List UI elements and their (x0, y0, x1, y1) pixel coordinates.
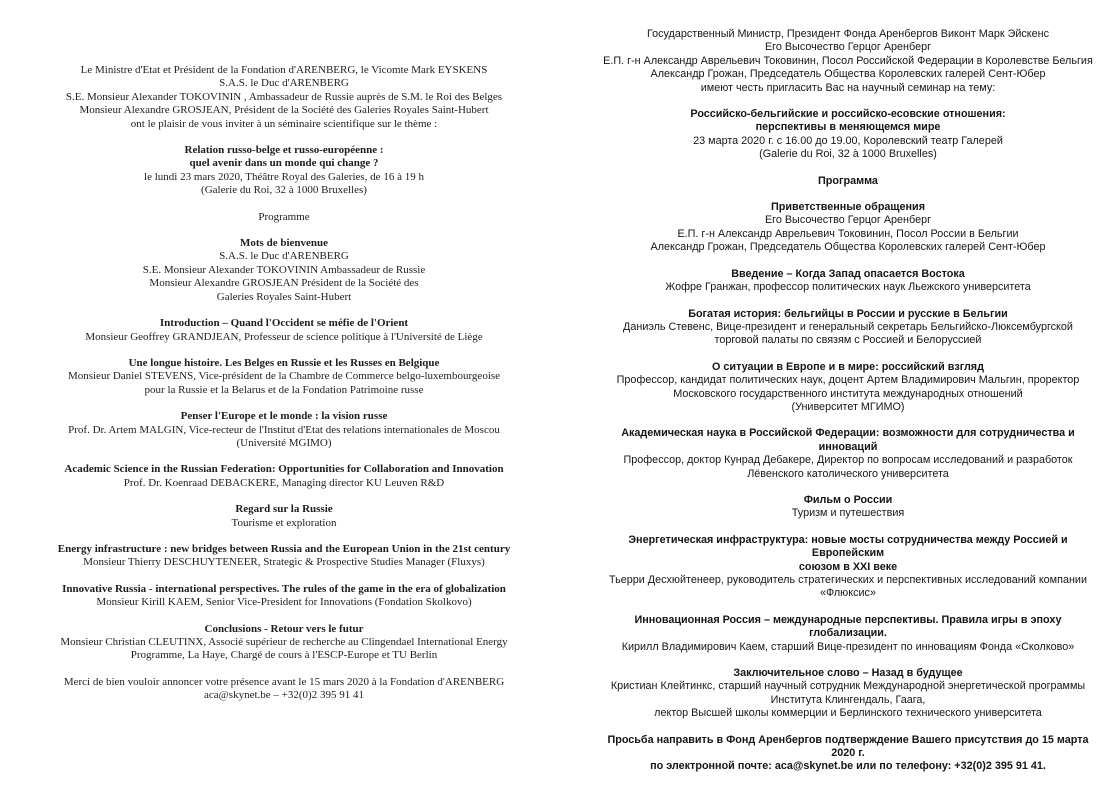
text-line: Государственный Министр, Президент Фонда Аренбергов Виконт Марк Эйскенс (646, 28, 1050, 40)
paragraph (598, 614, 1098, 654)
text-line: Monsieur Christian CLEUTINX, Associé supérieur de recherche au Clingendael International Energy (60, 636, 508, 648)
text-line: Merci de bien vouloir annoncer votre présence avant le 15 mars 2020 à la Fondation d'ARENBERG (63, 675, 505, 688)
text-line: le lundi 23 mars 2020, Théâtre Royal des Galeries, de 16 à 19 h (144, 170, 424, 183)
heading-line: Фильм о России (803, 493, 893, 506)
text-line: имеют честь пригласить Вас на научный семинар на тему: (700, 81, 996, 94)
text-line: Prof. Dr. Artem MALGIN, Vice-recteur de l'Institut d'Etat des relations internationales de Moscou (68, 423, 500, 436)
text-line: Профессор, доктор Кунрад Дебакере, Директор по вопросам исследований и разработок (623, 454, 1073, 467)
text-line: Monsieur Geoffrey GRANDJEAN, Professeur de science politique à l'Université de Liège (85, 330, 483, 343)
paragraph (36, 237, 532, 304)
paragraph (36, 676, 532, 703)
heading-line: Une longue histoire. Les Belges en Russie et les Russes en Belgique (128, 356, 440, 369)
paragraph (598, 201, 1098, 255)
paragraph (598, 494, 1098, 521)
text-line: Александр Грожан, Председатель Общества Королевских галерей Сент-Юбер (650, 241, 1046, 254)
paragraph (598, 268, 1098, 295)
heading-line: Penser l'Europe et le monde : la vision russe (180, 410, 388, 423)
heading-line: Energy infrastructure : new bridges between Russia and the European Union in the 21st century (57, 542, 511, 555)
text-line: Даниэль Стевенс, Вице-президент и генеральный секретарь Бельгийско-Люксембургской (623, 320, 1073, 333)
heading-line: Заключительное слово – Назад в будущее (733, 667, 963, 680)
paragraph (36, 410, 532, 450)
text-line: Monsieur Kirill KAEM, Senior Vice-President for Innovations (Fondation Skolkovo) (96, 596, 472, 609)
text-line: S.E. Monsieur Alexander TOKOVININ , Ambassadeur de Russie auprès de S.M. le Roi des Belges (65, 90, 503, 103)
text-line: Galeries Royales Saint-Hubert (216, 290, 352, 303)
text-line: S.A.S. le Duc d'ARENBERG (219, 250, 349, 263)
text-line: Monsieur Alexandre GROSJEAN, Président de la Société des Galeries Royales Saint-Hubert (79, 104, 489, 117)
text-line: Александр Грожан, Председатель Общества Королевских галерей Сент-Юбер (650, 68, 1046, 81)
paragraph (598, 534, 1098, 601)
paragraph (36, 463, 532, 490)
paragraph (36, 543, 532, 570)
text-line: Programme, La Haye, Chargé de cours à l'ESCP-Europe et TU Berlin (130, 649, 438, 662)
text-line: Е.П. г-н Александр Аврельевич Токовинин, Посол России в Бельгии (677, 227, 1019, 240)
text-line: Monsieur Daniel STEVENS, Vice-président de la Chambre de Commerce belgo-luxembourgeoise (67, 370, 501, 383)
text-line: Жофре Гранжан, профессор политических наук Льежского университета (665, 281, 1031, 294)
text-line: Московского государственного института международных отношений (673, 387, 1023, 400)
paragraph (36, 64, 532, 131)
text-line: pour la Russie et la Belarus et de la Fondation Patrimoine russe (144, 383, 424, 396)
heading-line: Российско-бельгийские и российско-есовские отношения: (690, 108, 1006, 121)
heading-line: quel avenir dans un monde qui change ? (189, 157, 379, 170)
heading-line: Introduction – Quand l'Occident se méfie de l'Orient (159, 317, 409, 330)
heading-line: Богатая история: бельгийцы в России и русские в Бельгии (688, 307, 1008, 320)
text-line: ont le plaisir de vous inviter à un séminaire scientifique sur le thème : (130, 117, 438, 130)
text-line: Его Высочество Герцог Аренберг (764, 214, 932, 227)
text-line: Tourisme et exploration (231, 516, 337, 529)
text-line: торговой палаты по связям с Россией и Белоруссией (714, 334, 982, 347)
text-line: Его Высочество Герцог Аренберг (764, 41, 932, 54)
heading-line: Conclusions - Retour vers le futur (204, 622, 364, 635)
paragraph (598, 361, 1098, 415)
heading-line: Relation russo-belge et russo-européenne : (184, 144, 384, 157)
text-line: Е.П. г-н Александр Аврельевич Токовинин, Посол Российской Федерации в Королевстве Бельгия (603, 54, 1093, 67)
paragraph (36, 503, 532, 530)
text-line: (Galerie du Roi, 32 à 1000 Bruxelles) (759, 148, 937, 161)
heading-line: Просьба направить в Фонд Аренбергов подтверждение Вашего присутствия до 15 марта 2020 г. (607, 733, 1089, 760)
heading-line: Mots de bienvenue (240, 237, 328, 250)
heading-line: Программа (818, 174, 878, 187)
heading-line: по электронной почте: aca@skynet.be или по телефону: +32(0)2 395 91 41. (650, 760, 1046, 773)
heading-line: перспективы в меняющемся мире (755, 121, 941, 134)
heading-line: Innovative Russia - international perspectives. The rules of the game in the era of globalization (62, 582, 506, 595)
text-line: Тьерри Десхюйтенеер, руководитель стратегических и перспективных исследований компании (609, 574, 1087, 586)
text-line: Туризм и путешествия (791, 507, 905, 520)
text-line: aca@skynet.be – +32(0)2 395 91 41 (204, 689, 364, 702)
text-line: (Университет МГИМО) (791, 400, 905, 413)
text-line: Института Клингендаль, Гаага, (770, 693, 926, 706)
heading-line: Инновационная Россия – международные перспективы. Правила игры в эпоху глобализации. (634, 613, 1062, 640)
text-line: Лёвенского католического университета (747, 467, 949, 480)
heading-line: О ситуации в Европе и в мире: российский взгляд (712, 360, 984, 373)
heading-line: Regard sur la Russie (235, 503, 333, 516)
paragraph (36, 357, 532, 397)
right-page-russian-program (598, 28, 1098, 787)
paragraph (598, 667, 1098, 721)
paragraph (36, 623, 532, 663)
text-line: Prof. Dr. Koenraad DEBACKERE, Managing director KU Leuven R&D (123, 476, 445, 489)
text-line: S.E. Monsieur Alexander TOKOVININ Ambassadeur de Russie (142, 263, 426, 276)
text-line: 23 марта 2020 г. с 16.00 до 19.00, Королевский театр Галерей (693, 134, 1003, 147)
text-line: Le Ministre d'Etat et Président de la Fondation d'ARENBERG, le Vicomte Mark EYSKENS (80, 64, 488, 76)
paragraph (598, 108, 1098, 162)
left-page-french-program (36, 64, 532, 716)
paragraph (36, 211, 532, 224)
paragraph (598, 175, 1098, 188)
text-line: Кирилл Владимирович Каем, старший Вице-президент по инновациям Фонда «Сколково» (621, 640, 1075, 653)
paragraph (36, 583, 532, 610)
paragraph (598, 308, 1098, 348)
heading-line: союзом в XXI веке (798, 560, 898, 573)
heading-line: Введение – Когда Запад опасается Востока (731, 267, 965, 280)
paragraph (36, 144, 532, 198)
heading-line: Academic Science in the Russian Federation: Opportunities for Collaboration and Innovation (64, 463, 504, 476)
paragraph (598, 427, 1098, 481)
text-line: Monsieur Alexandre GROSJEAN Président de la Société des (149, 277, 419, 290)
text-line: Programme (258, 210, 310, 223)
text-line: (Université MGIMO) (236, 436, 332, 449)
text-line: Monsieur Thierry DESCHUYTENEER, Strategic & Prospective Studies Manager (Fluxys) (83, 556, 485, 569)
text-line: лектор Высшей школы коммерции и Берлинского технического университета (654, 707, 1042, 720)
paragraph (36, 317, 532, 344)
text-line: (Galerie du Roi, 32 à 1000 Bruxelles) (201, 184, 367, 197)
paragraph (598, 28, 1098, 95)
heading-line: Приветственные обращения (771, 201, 925, 214)
text-line: S.A.S. le Duc d'ARENBERG (219, 77, 349, 90)
paragraph (598, 734, 1098, 774)
heading-line: Академическая наука в Российской Федерации: возможности для сотрудничества и (621, 427, 1075, 440)
heading-line: Энергетическая инфраструктура: новые мосты сотрудничества между Россией и Европейским (628, 533, 1068, 560)
text-line: «Флюксис» (820, 587, 876, 600)
text-line: Кристиан Клейтинкс, старший научный сотрудник Международной энергетической программы (610, 680, 1086, 693)
text-line: Профессор, кандидат политических наук, доцент Артем Владимирович Мальгин, проректор (616, 374, 1080, 387)
heading-line: инноваций (818, 440, 878, 453)
